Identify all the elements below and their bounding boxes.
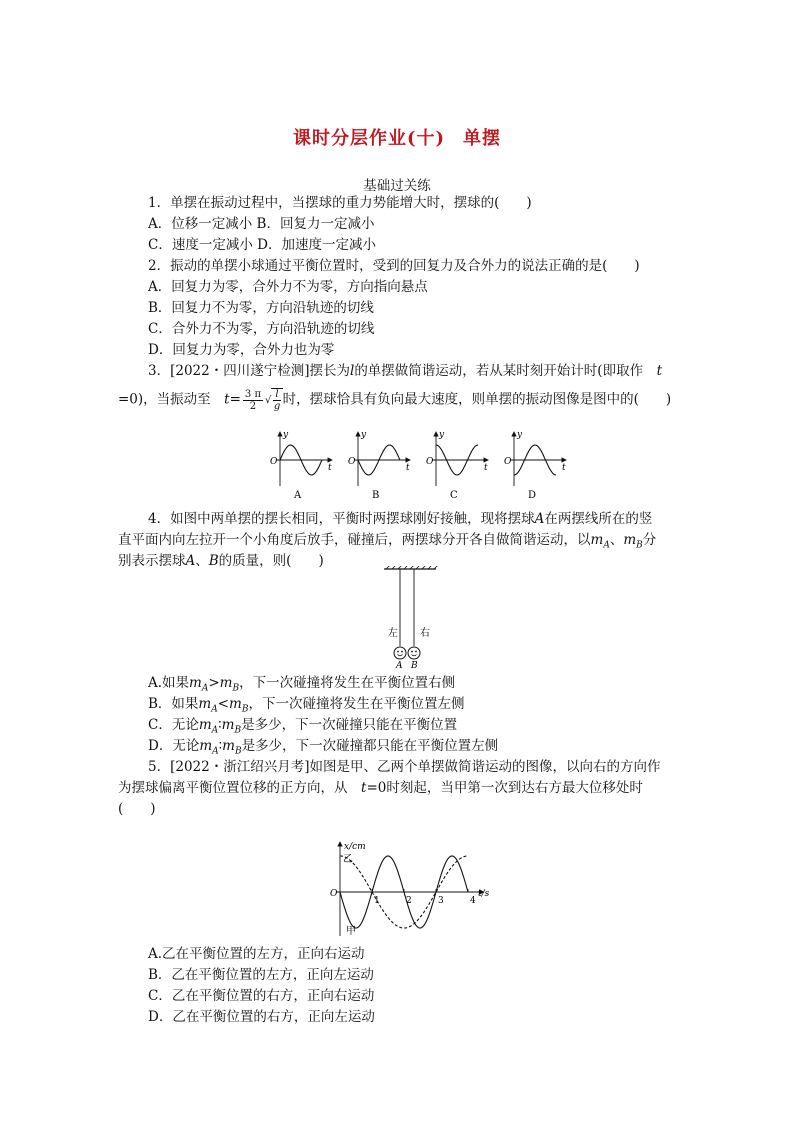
y-label: y bbox=[361, 430, 367, 440]
origin-label: O bbox=[426, 457, 434, 467]
fraction-3pi-2: $\frac{3 \pi}{2}$ bbox=[244, 388, 262, 412]
origin-label: O bbox=[504, 457, 512, 467]
q2-option-a: A．回复力为零，合外力不为零，方向指向悬点 bbox=[148, 279, 428, 295]
q4-option-d: D．无论$m_A∶m_B$是多少，下一次碰撞都只能在平衡位置左侧 bbox=[148, 738, 499, 757]
q2-option-d: D．回复力为零，合外力也为零 bbox=[148, 342, 335, 358]
q5-stem-line3: ( ) bbox=[118, 801, 156, 817]
section-heading: 基础过关练 bbox=[363, 178, 431, 194]
q4-stem-line1: 4．如图中两单摆的摆长相同，平衡时两摆球刚好接触，现将摆球A在两摆线所在的竖 bbox=[148, 511, 653, 527]
q3-option-graphs bbox=[258, 426, 568, 502]
tick-label: 4 bbox=[470, 896, 476, 906]
label-yi: 乙 bbox=[343, 854, 353, 865]
q3-stem-line2: =0)，当振动至 t= $\frac{3 \pi}{2}$ √ $\frac{l}{g}$ 时，摆球恰具有负向最大速度，则单摆的振动图像是图中的( ) bbox=[118, 388, 672, 412]
q4-stem-line3: 别表示摆球A、B的质量，则( ) bbox=[118, 553, 324, 569]
y-label: y bbox=[517, 430, 523, 440]
ball-a bbox=[394, 647, 406, 659]
title-topic: 单摆 bbox=[463, 128, 502, 149]
t-label: t bbox=[328, 463, 332, 473]
option-label: A bbox=[294, 490, 302, 501]
q5-stem-line2: 为摆球偏离平衡位置位移的正方向，从 t=0时刻起，当甲第一次到达右方最大位移处时 bbox=[118, 780, 643, 796]
graph-option-c bbox=[426, 430, 488, 501]
q2-option-b: B．回复力不为零，方向沿轨迹的切线 bbox=[148, 300, 374, 316]
title-main: 课时分层作业(十) bbox=[292, 128, 446, 149]
q5-option-c: C．乙在平衡位置的右方，正向右运动 bbox=[148, 988, 375, 1004]
q4-option-b: B．如果$m_A<m_B$，下一次碰撞将发生在平衡位置左侧 bbox=[148, 696, 465, 715]
t-label: t bbox=[484, 463, 488, 473]
q5-option-a: A.乙在平衡位置的左方，正向右运动 bbox=[148, 946, 365, 962]
label-ball-b: B bbox=[411, 661, 418, 670]
graph-option-d bbox=[504, 430, 566, 501]
y-axis-label: x/cm bbox=[344, 842, 366, 852]
label-left: 左 bbox=[388, 628, 398, 639]
q4-stem-line2: 直平面内向左拉开一个小角度后放手，碰撞后，两摆球分开各自做简谐运动，以$m_A$、$m_B$分 bbox=[118, 532, 657, 551]
q5-stem-line1: 5．[2022・浙江绍兴月考]如图是甲、乙两个单摆做简谐运动的图像，以向右的方向作 bbox=[148, 759, 661, 775]
q2-option-c: C．合外力不为零，方向沿轨迹的切线 bbox=[148, 321, 375, 337]
graph-option-b bbox=[348, 430, 410, 501]
q5-option-d: D．乙在平衡位置的右方，正向左运动 bbox=[148, 1009, 375, 1025]
q5-option-b: B．乙在平衡位置的左方，正向左运动 bbox=[148, 967, 374, 983]
q1-options-cd: C．速度一定减小 D．加速度一定减小 bbox=[148, 237, 376, 253]
option-label: D bbox=[528, 490, 537, 501]
y-label: y bbox=[283, 430, 289, 440]
ball-b bbox=[408, 647, 420, 659]
origin-label: O bbox=[348, 457, 356, 467]
q4-option-c: C．无论$m_A∶m_B$是多少，下一次碰撞只能在平衡位置 bbox=[148, 717, 458, 736]
tick-label: 3 bbox=[438, 896, 444, 906]
origin-label: O bbox=[330, 889, 338, 899]
sqrt-l-over-g: √ $\frac{l}{g}$ bbox=[265, 388, 283, 412]
t-label: t bbox=[406, 463, 410, 473]
q4-pendulum-figure bbox=[380, 566, 444, 670]
label-ball-a: A bbox=[396, 661, 403, 670]
q3-stem-line1: 3．[2022・四川遂宁检测]摆长为l的单摆做简谐运动，若从某时刻开始计时(即取作 t bbox=[148, 363, 663, 379]
option-label: C bbox=[450, 490, 458, 501]
origin-label: O bbox=[270, 457, 278, 467]
label-right: 右 bbox=[420, 628, 430, 639]
t-label: t bbox=[562, 463, 566, 473]
graph-option-a bbox=[270, 430, 332, 501]
q1-stem: 1．单摆在振动过程中，当摆球的重力势能增大时，摆球的( ) bbox=[148, 195, 532, 211]
q4-option-a: A.如果$m_A>m_B$，下一次碰撞将发生在平衡位置右侧 bbox=[148, 675, 456, 694]
q2-stem: 2．振动的单摆小球通过平衡位置时，受到的回复力及合外力的说法正确的是( ) bbox=[148, 258, 640, 274]
q1-options-ab: A．位移一定减小 B．回复力一定减小 bbox=[148, 216, 375, 232]
label-jia: 甲 bbox=[346, 926, 356, 937]
option-label: B bbox=[372, 490, 380, 501]
tick-label: 2 bbox=[406, 896, 412, 906]
q5-displacement-chart bbox=[328, 838, 494, 940]
tick-label: 1 bbox=[374, 896, 380, 906]
page-title bbox=[0, 124, 794, 150]
y-label: y bbox=[439, 430, 445, 440]
t-axis-label: t/s bbox=[478, 889, 490, 899]
